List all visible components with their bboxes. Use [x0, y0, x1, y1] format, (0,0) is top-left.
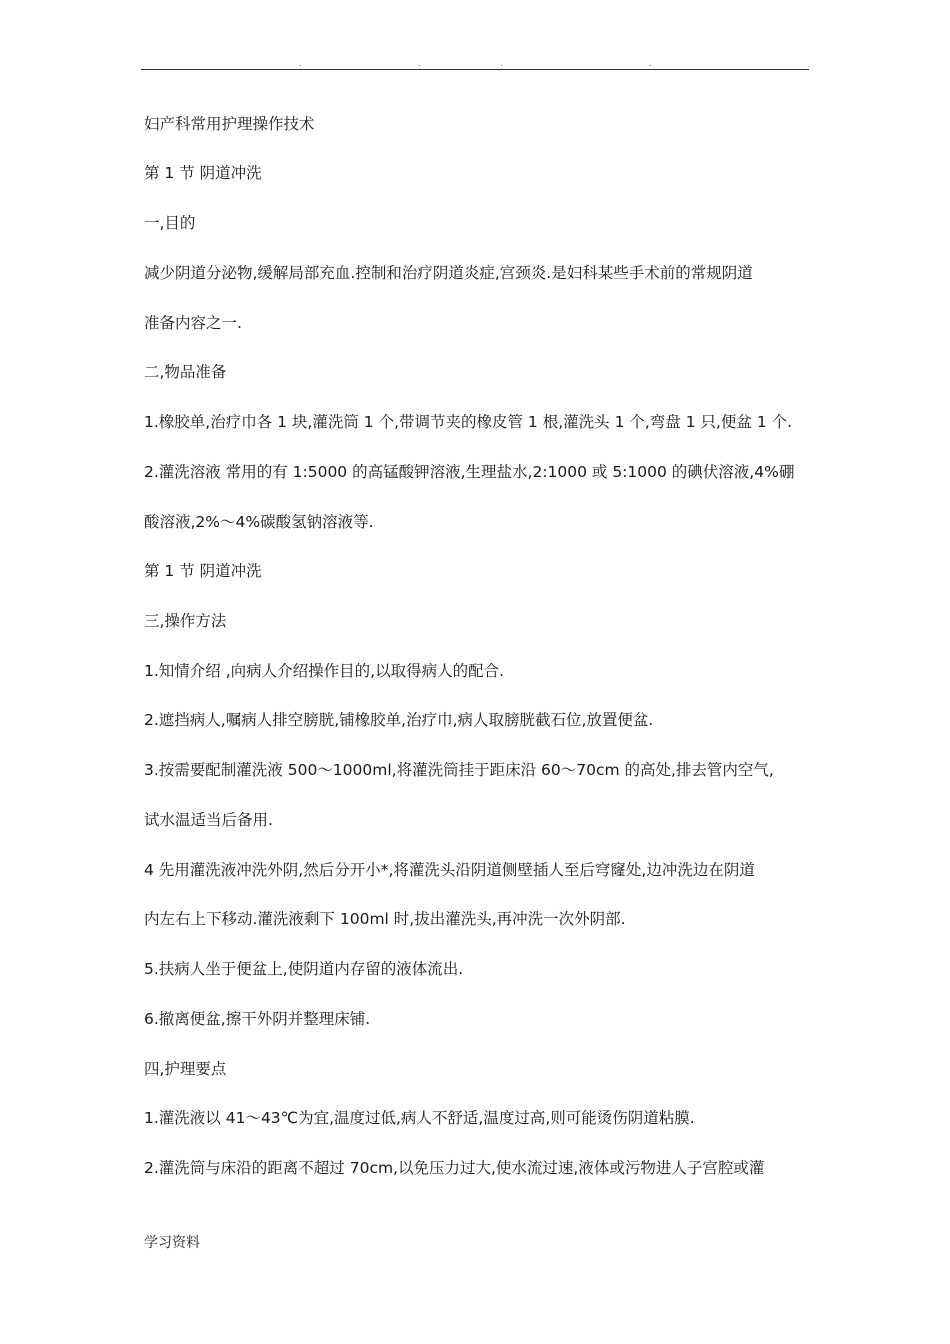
paragraph-line: 内左右上下移动.灌洗液剩下 100ml 时,拔出灌洗头,再冲洗一次外阴部. — [144, 910, 626, 928]
subsection-heading: 二,物品准备 — [144, 363, 227, 381]
paragraph-line: 5.扶病人坐于便盆上,使阴道内存留的液体流出. — [144, 960, 464, 978]
section-heading: 第 1 节 阴道冲洗 — [144, 562, 262, 580]
section-heading: 第 1 节 阴道冲洗 — [144, 164, 262, 182]
paragraph-line: 1.灌洗液以 41～43℃为宜,温度过低,病人不舒适,温度过高,则可能烫伤阴道粘膜. — [144, 1109, 695, 1127]
paragraph-line: 2.灌洗溶液 常用的有 1:5000 的高锰酸钾溶液,生理盐水,2:1000 或 5:1000 的碘伏溶液,4%硼 — [144, 463, 795, 481]
paragraph-line: 1.橡胶单,治疗巾各 1 块,灌洗筒 1 个,带调节夹的橡皮管 1 根,灌洗头 1 个,弯盘 1 只,便盆 1 个. — [144, 413, 793, 431]
document-title: 妇产科常用护理操作技术 — [144, 115, 315, 133]
subsection-heading: 四,护理要点 — [144, 1060, 227, 1078]
header-dot: . — [418, 59, 421, 68]
paragraph-line: 1.知情介绍 ,向病人介绍操作目的,以取得病人的配合. — [144, 662, 504, 680]
header-dot: . — [649, 59, 652, 68]
header-rule — [141, 69, 809, 70]
paragraph-line: 减少阴道分泌物,缓解局部充血.控制和治疗阴道炎症,宫颈炎.是妇科某些手术前的常规阴道 — [144, 264, 753, 282]
subsection-heading: 一,目的 — [144, 214, 196, 232]
paragraph-line: 试水温适当后备用. — [144, 811, 273, 829]
paragraph-line: 3.按需要配制灌洗液 500～1000ml,将灌洗筒挂于距床沿 60～70cm 的高处,排去管内空气, — [144, 761, 774, 779]
paragraph-line: 2.灌洗筒与床沿的距离不超过 70cm,以免压力过大,使水流过速,液体或污物进人子宫腔或灌 — [144, 1159, 765, 1177]
paragraph-line: 2.遮挡病人,嘱病人排空膀胱,铺橡胶单,治疗巾,病人取膀胱截石位,放置便盆. — [144, 711, 654, 729]
header-dot: . — [500, 59, 503, 68]
page-footer: 学习资料 — [144, 1235, 200, 1251]
paragraph-line: 6.撤离便盆,擦干外阴并整理床铺. — [144, 1010, 371, 1028]
paragraph-line: 4 先用灌洗液冲洗外阴,然后分开小*,将灌洗头沿阴道侧壁插人至后穹窿处,边冲洗边在阴道 — [144, 861, 755, 879]
header-dot: . — [299, 59, 302, 68]
paragraph-line: 酸溶液,2%～4%碳酸氢钠溶液等. — [144, 513, 374, 531]
subsection-heading: 三,操作方法 — [144, 612, 227, 630]
paragraph-line: 准备内容之一. — [144, 314, 242, 332]
